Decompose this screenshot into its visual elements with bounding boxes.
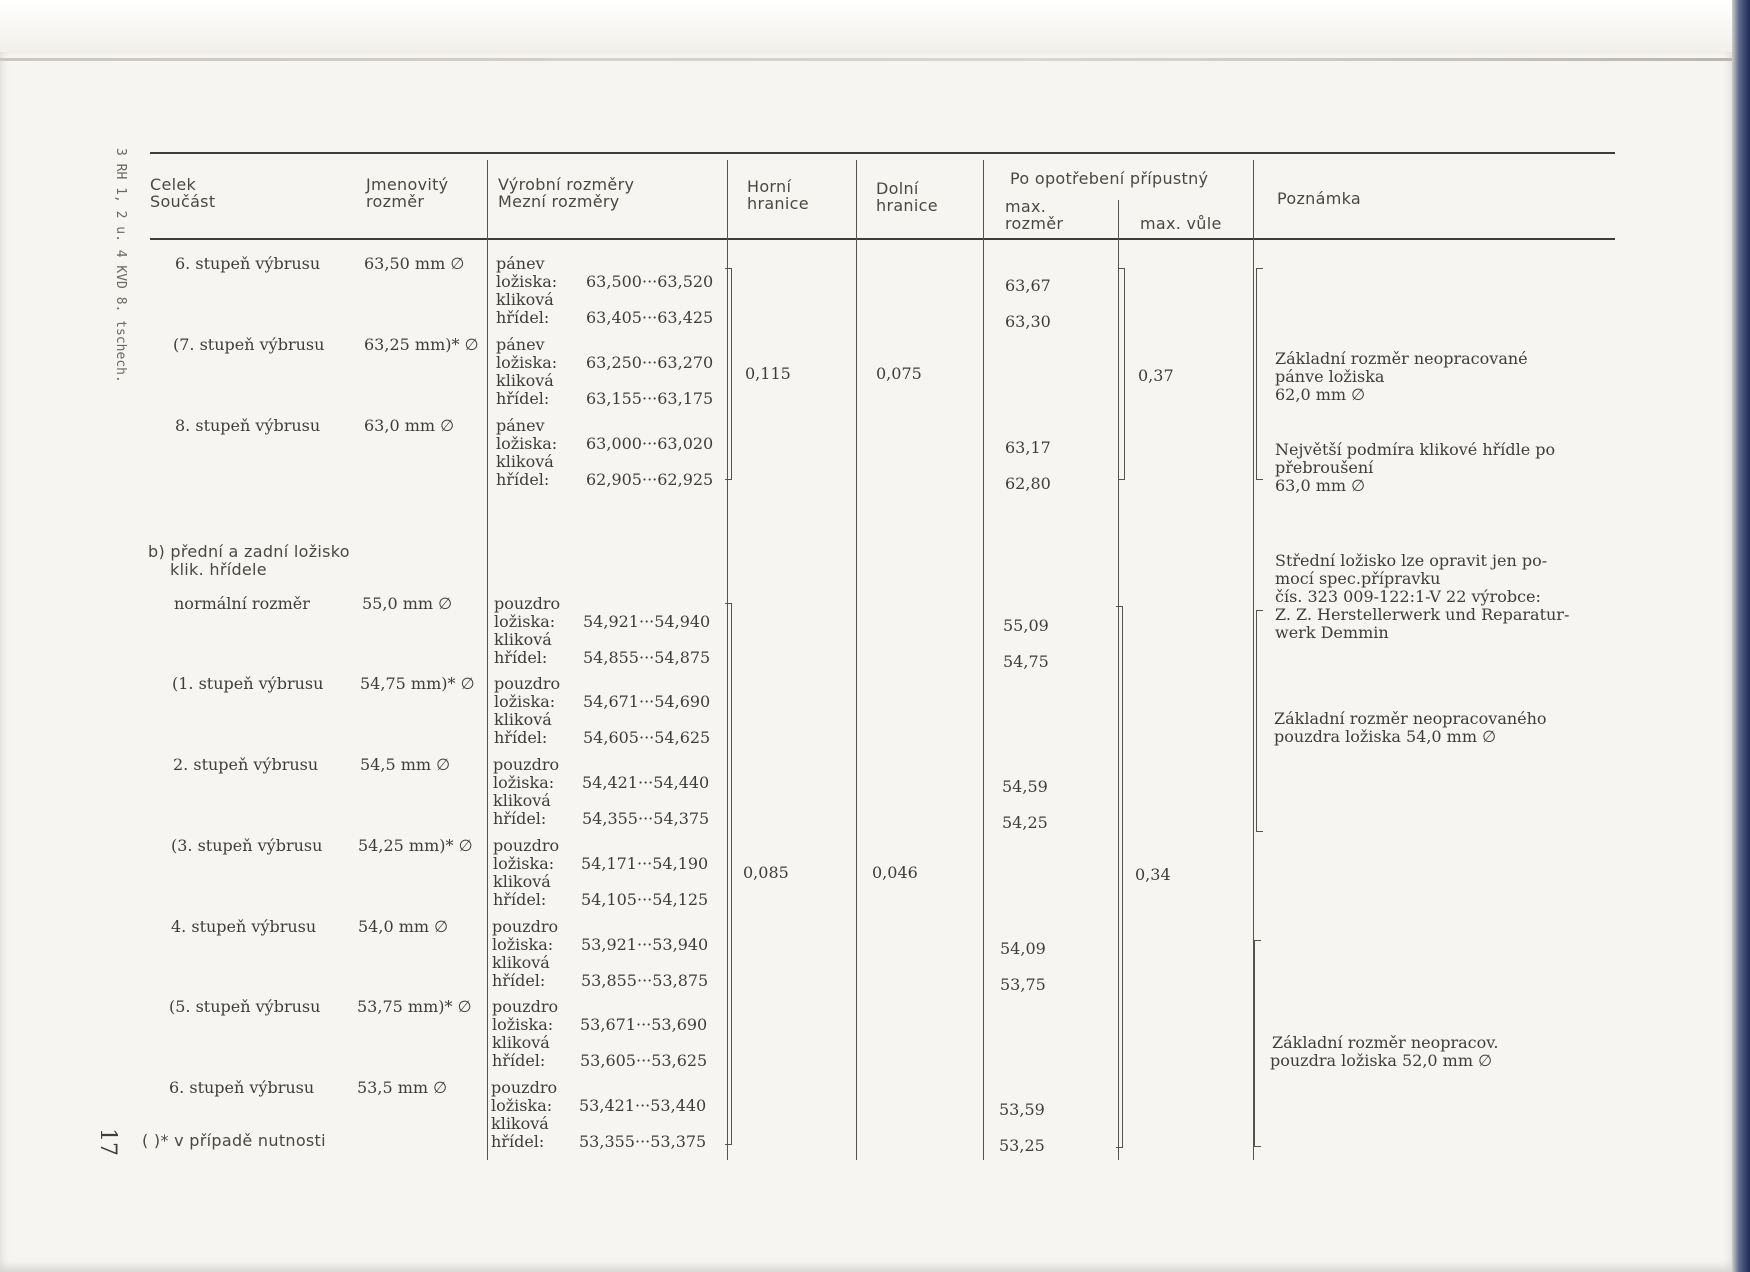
header-vyrobni: Výrobní rozměry — [498, 175, 635, 194]
row-part-label: hřídel: — [496, 308, 550, 327]
row-limit-value: 53,421···53,440 — [579, 1096, 707, 1115]
row-part-label: ložiska: — [496, 434, 558, 453]
row-limit-value: 63,500···63,520 — [586, 272, 714, 291]
row-nominal-size: 53,5 mm ∅ — [357, 1078, 448, 1097]
row-part-label: pouzdro — [494, 674, 561, 693]
note-1-line2: pánve ložiska — [1275, 367, 1385, 386]
note-3-line3: čís. 323 009-122:1-V 22 výrobce: — [1275, 587, 1541, 606]
row-part-label: ložiska: — [492, 935, 554, 954]
header-celek: Celek — [150, 175, 197, 194]
col-rule-5 — [856, 160, 857, 1160]
row-part-name: normální rozměr — [174, 594, 310, 613]
header-poznamka: Poznámka — [1277, 189, 1361, 208]
row-limit-value: 54,171···54,190 — [581, 854, 709, 873]
row-limit-value: 62,905···62,925 — [586, 470, 714, 489]
header-max: max. — [1005, 197, 1047, 216]
row-part-label: ložiska: — [492, 1015, 554, 1034]
row-max-size: 53,75 — [1000, 975, 1046, 994]
header-max-vule: max. vůle — [1140, 214, 1222, 233]
note-1-line3: 62,0 mm ∅ — [1275, 385, 1366, 404]
row-part-name: 6. stupeň výbrusu — [175, 254, 321, 273]
row-limit-value: 54,855···54,875 — [583, 648, 711, 667]
row-part-label: ložiska: — [494, 692, 556, 711]
row-part-name: (7. stupeň výbrusu — [173, 335, 325, 354]
group-a-lower: 0,075 — [876, 364, 922, 383]
row-limit-value: 54,921···54,940 — [583, 612, 711, 631]
row-nominal-size: 63,0 mm ∅ — [364, 416, 455, 435]
brace-group-b-left — [725, 603, 732, 1145]
row-part-name: 6. stupeň výbrusu — [169, 1078, 315, 1097]
header-max-rozmer: rozměr — [1005, 214, 1064, 233]
header-bottom-rule — [150, 238, 1615, 240]
row-max-size: 53,25 — [999, 1136, 1045, 1155]
note-3-line1: Střední ložisko lze opravit jen po- — [1275, 551, 1548, 570]
row-part-label: ložiska: — [493, 773, 555, 792]
brace-notes-b2 — [1254, 940, 1261, 1147]
row-nominal-size: 54,0 mm ∅ — [358, 917, 449, 936]
group-a-upper: 0,115 — [745, 364, 791, 383]
row-part-label: pouzdro — [493, 755, 560, 774]
col-rule-3 — [487, 160, 488, 1160]
section-b-subtitle: klik. hřídele — [170, 560, 267, 579]
header-mezni: Mezní rozměry — [498, 192, 620, 211]
brace-group-b-clearance — [1116, 606, 1123, 1148]
row-part-label: ložiska: — [493, 854, 555, 873]
row-max-size: 63,67 — [1005, 276, 1051, 295]
row-part-label: pouzdro — [491, 1078, 558, 1097]
row-limit-value: 54,671···54,690 — [583, 692, 711, 711]
note-1-line1: Základní rozměr neopracované — [1275, 349, 1528, 368]
row-limit-value: 54,605···54,625 — [583, 728, 711, 747]
row-part-label: ložiska: — [496, 353, 558, 372]
row-max-size: 62,80 — [1005, 474, 1051, 493]
row-limit-value: 53,671···53,690 — [580, 1015, 708, 1034]
note-2-line2: přebroušení — [1275, 458, 1374, 477]
header-jmenovity: Jmenovitý — [366, 175, 449, 194]
row-part-label: pouzdro — [494, 594, 561, 613]
brace-group-a-left — [725, 268, 732, 480]
row-part-label: hřídel: — [492, 971, 546, 990]
row-part-name: 8. stupeň výbrusu — [175, 416, 321, 435]
row-limit-value: 54,355···54,375 — [582, 809, 710, 828]
row-limit-value: 63,250···63,270 — [586, 353, 714, 372]
brace-group-a-clearance — [1118, 268, 1125, 480]
row-part-label: kliková — [496, 290, 554, 309]
row-limit-value: 53,855···53,875 — [581, 971, 709, 990]
row-part-label: kliková — [494, 710, 552, 729]
header-horni: Horní — [747, 177, 792, 196]
brace-notes-b1 — [1256, 610, 1263, 832]
row-part-label: pánev — [496, 254, 545, 273]
row-limit-value: 53,355···53,375 — [579, 1132, 707, 1151]
row-part-label: hřídel: — [494, 728, 548, 747]
row-limit-value: 63,405···63,425 — [586, 308, 714, 327]
row-part-name: (5. stupeň výbrusu — [169, 997, 321, 1016]
row-max-size: 55,09 — [1003, 616, 1049, 635]
row-part-label: kliková — [493, 872, 551, 891]
row-part-name: 4. stupeň výbrusu — [171, 917, 317, 936]
row-part-label: pouzdro — [492, 997, 559, 1016]
row-part-label: kliková — [493, 791, 551, 810]
brace-notes-a — [1256, 268, 1263, 480]
footnote: ( )* v případě nutnosti — [142, 1131, 326, 1150]
row-part-label: hřídel: — [496, 470, 550, 489]
row-max-size: 54,75 — [1003, 652, 1049, 671]
row-max-size: 63,17 — [1005, 438, 1051, 457]
row-max-size: 54,25 — [1002, 813, 1048, 832]
note-5-line1: Základní rozměr neopracov. — [1272, 1033, 1499, 1052]
note-5-line2: pouzdra ložiska 52,0 mm ∅ — [1270, 1051, 1493, 1070]
header-po-opotrebeni: Po opotřebení přípustný — [1010, 169, 1209, 188]
row-nominal-size: 63,25 mm)* ∅ — [364, 335, 479, 354]
row-nominal-size: 53,75 mm)* ∅ — [357, 997, 472, 1016]
section-b-title: b) přední a zadní ložisko — [148, 542, 350, 561]
row-nominal-size: 54,25 mm)* ∅ — [358, 836, 473, 855]
header-horni-hranice: hranice — [747, 194, 809, 213]
row-part-name: (3. stupeň výbrusu — [171, 836, 323, 855]
page-fold — [0, 58, 1732, 61]
row-part-label: kliková — [492, 953, 550, 972]
row-part-label: kliková — [492, 1033, 550, 1052]
row-part-label: pánev — [496, 416, 545, 435]
row-part-label: pouzdro — [492, 917, 559, 936]
row-limit-value: 63,155···63,175 — [586, 389, 714, 408]
row-part-label: ložiska: — [494, 612, 556, 631]
row-limit-value: 63,000···63,020 — [586, 434, 714, 453]
note-4-line2: pouzdra ložiska 54,0 mm ∅ — [1274, 727, 1497, 746]
note-3-line2: mocí spec.přípravku — [1275, 569, 1441, 588]
side-running-label: 3 RH 1, 2 u. 4 KVD 8. tschech. — [113, 148, 128, 383]
row-part-label: hřídel: — [493, 890, 547, 909]
header-top-rule — [150, 152, 1615, 154]
header-rozmer: rozměr — [366, 192, 425, 211]
row-part-label: hřídel: — [492, 1051, 546, 1070]
row-part-label: ložiska: — [496, 272, 558, 291]
row-limit-value: 54,421···54,440 — [582, 773, 710, 792]
row-part-label: hřídel: — [493, 809, 547, 828]
header-dolni: Dolní — [876, 179, 919, 198]
note-3-line5: werk Demmin — [1275, 623, 1389, 642]
row-part-label: ložiska: — [491, 1096, 553, 1115]
group-a-clearance: 0,37 — [1138, 366, 1174, 385]
row-nominal-size: 54,5 mm ∅ — [360, 755, 451, 774]
row-limit-value: 53,605···53,625 — [580, 1051, 708, 1070]
row-part-label: hřídel: — [496, 389, 550, 408]
row-part-label: hřídel: — [494, 648, 548, 667]
binding-edge — [1732, 0, 1750, 1272]
row-part-label: kliková — [494, 630, 552, 649]
page-number: 17 — [95, 1128, 120, 1156]
row-part-label: pánev — [496, 335, 545, 354]
note-2-line3: 63,0 mm ∅ — [1275, 476, 1366, 495]
row-max-size: 54,59 — [1002, 777, 1048, 796]
row-nominal-size: 63,50 mm ∅ — [364, 254, 465, 273]
col-rule-6 — [983, 160, 984, 1160]
row-part-label: pouzdro — [493, 836, 560, 855]
row-nominal-size: 54,75 mm)* ∅ — [360, 674, 475, 693]
group-b-upper: 0,085 — [743, 863, 789, 882]
row-max-size: 53,59 — [999, 1100, 1045, 1119]
group-b-lower: 0,046 — [872, 863, 918, 882]
row-max-size: 63,30 — [1005, 312, 1051, 331]
row-part-label: kliková — [491, 1114, 549, 1133]
row-limit-value: 54,105···54,125 — [581, 890, 709, 909]
row-limit-value: 53,921···53,940 — [581, 935, 709, 954]
row-max-size: 54,09 — [1000, 939, 1046, 958]
row-part-label: kliková — [496, 452, 554, 471]
row-nominal-size: 55,0 mm ∅ — [362, 594, 453, 613]
row-part-label: kliková — [496, 371, 554, 390]
row-part-name: (1. stupeň výbrusu — [172, 674, 324, 693]
group-b-clearance: 0,34 — [1135, 865, 1171, 884]
row-part-label: hřídel: — [491, 1132, 545, 1151]
note-2-line1: Největší podmíra klikové hřídle po — [1275, 440, 1556, 459]
header-dolni-hranice: hranice — [876, 196, 938, 215]
header-soucast: Součást — [150, 192, 216, 211]
row-part-name: 2. stupeň výbrusu — [173, 755, 319, 774]
note-4-line1: Základní rozměr neopracovaného — [1274, 709, 1547, 728]
note-3-line4: Z. Z. Herstellerwerk und Reparatur- — [1275, 605, 1570, 624]
